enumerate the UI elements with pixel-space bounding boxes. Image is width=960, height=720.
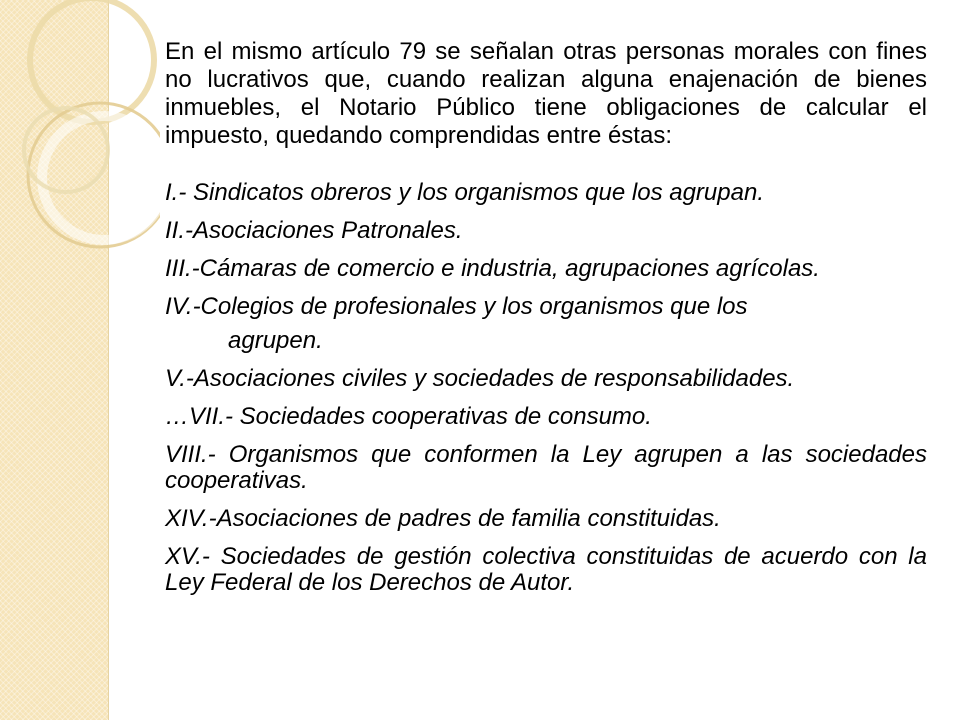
list-item: XIV.-Asociaciones de padres de familia constituidas.	[165, 505, 721, 532]
list-item: …VII.- Sociedades cooperativas de consumo.	[165, 403, 652, 430]
list-item: II.-Asociaciones Patronales.	[165, 217, 463, 244]
slide-content	[165, 38, 927, 608]
list-item: XV.- Sociedades de gestión colectiva constituidas de acuerdo con la Ley Federal de los Derechos de Autor.	[165, 543, 927, 596]
intro-paragraph: En el mismo artículo 79 se señalan otras personas morales con fines no lucrativos que, cuando realizan alguna enajenación de bienes inmuebles, el Notario Público tiene obligaciones de calcular el impuesto, quedando comprendidas entre éstas:	[165, 38, 927, 149]
list-item: IV.-Colegios de profesionales y los organismos que los	[165, 293, 748, 320]
list-item: VIII.- Organismos que conformen la Ley agrupen a las sociedades cooperativas.	[165, 441, 927, 494]
list-item-continuation: agrupen.	[228, 327, 323, 354]
organization-list	[165, 180, 927, 596]
list-item: III.-Cámaras de comercio e industria, agrupaciones agrícolas.	[165, 255, 820, 282]
ring-small	[24, 108, 108, 192]
list-item: I.- Sindicatos obreros y los organismos que los agrupan.	[165, 179, 764, 206]
ring-inner-highlight	[42, 116, 160, 240]
list-item: V.-Asociaciones civiles y sociedades de responsabilidades.	[165, 365, 795, 392]
decorative-rings	[0, 0, 160, 330]
